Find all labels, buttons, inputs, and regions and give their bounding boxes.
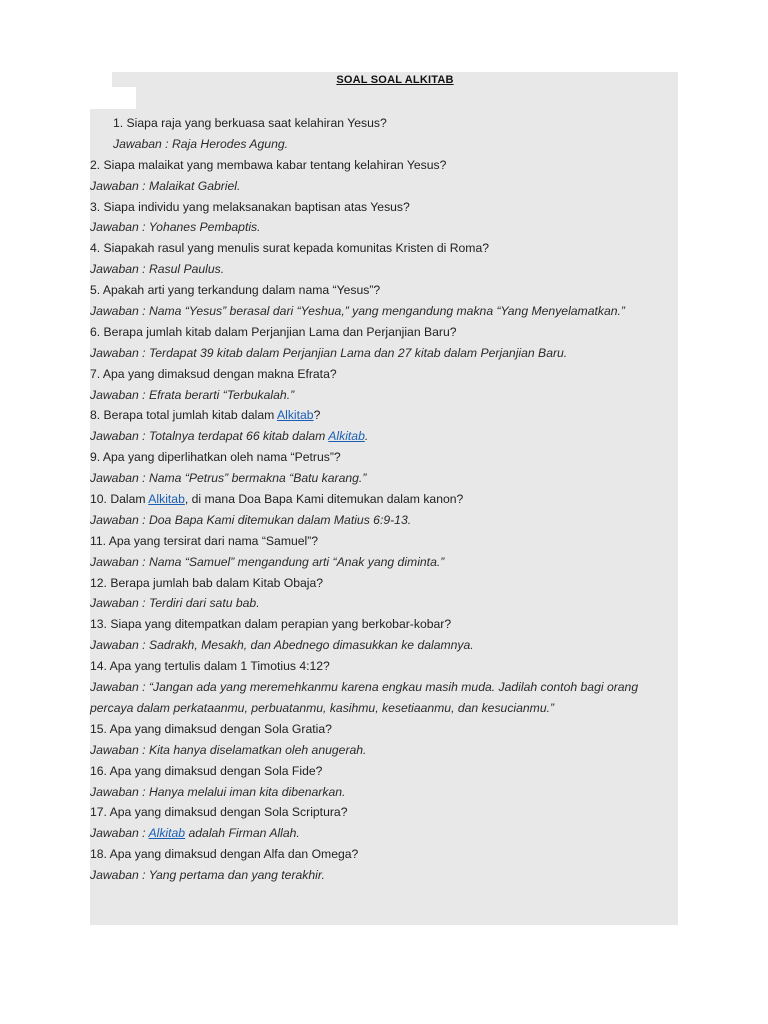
blank-cell xyxy=(112,87,136,109)
question-15: 15. Apa yang dimaksud dengan Sola Gratia? xyxy=(90,721,332,736)
answer-2: Jawaban : Malaikat Gabriel. xyxy=(90,178,241,193)
question-4: 4. Siapakah rasul yang menulis surat kepada komunitas Kristen di Roma? xyxy=(90,241,490,256)
question-17: 17. Apa yang dimaksud dengan Sola Scriptura? xyxy=(90,805,348,820)
answer-8-end: . xyxy=(364,429,369,444)
answer-6: Jawaban : Terdapat 39 kitab dalam Perjanjian Lama dan 27 kitab dalam Perjanjian Baru. xyxy=(90,345,568,360)
question-16: 16. Apa yang dimaksud dengan Sola Fide? xyxy=(90,763,323,778)
answer-4: Jawaban : Rasul Paulus. xyxy=(90,262,225,277)
answer-17 xyxy=(90,823,670,844)
question-6: 6. Berapa jumlah kitab dalam Perjanjian Lama dan Perjanjian Baru? xyxy=(90,324,457,339)
alkitab-link[interactable]: Alkitab xyxy=(276,408,314,423)
answer-10: Jawaban : Doa Bapa Kami ditemukan dalam Matius 6:9-13. xyxy=(90,512,412,527)
question-5: 5. Apakah arti yang terkandung dalam nama “Yesus”? xyxy=(90,283,381,298)
question-8-end: ? xyxy=(313,408,321,423)
alkitab-link[interactable]: Alkitab xyxy=(148,492,185,507)
question-8-text: 8. Berapa total jumlah kitab dalam xyxy=(90,408,277,423)
answer-15: Jawaban : Kita hanya diselamatkan oleh anugerah. xyxy=(90,742,367,757)
answer-16: Jawaban : Hanya melalui iman kita dibenarkan. xyxy=(90,784,346,799)
answer-5: Jawaban : Nama “Yesus” berasal dari “Yeshua,” yang mengandung makna “Yang Menyelamatkan.” xyxy=(90,304,625,319)
question-18: 18. Apa yang dimaksud dengan Alfa dan Omega? xyxy=(90,847,359,862)
question-12: 12. Berapa jumlah bab dalam Kitab Obaja? xyxy=(90,575,324,590)
question-7: 7. Apa yang dimaksud dengan makna Efrata? xyxy=(90,366,337,381)
answer-7: Jawaban : Efrata berarti “Terbukalah.” xyxy=(90,387,295,402)
question-10 xyxy=(90,489,670,510)
question-13: 13. Siapa yang ditempatkan dalam perapian yang berkobar-kobar? xyxy=(90,617,452,632)
question-10-end: , di mana Doa Bapa Kami ditemukan dalam kanon? xyxy=(184,492,464,507)
question-2: 2. Siapa malaikat yang membawa kabar tentang kelahiran Yesus? xyxy=(90,157,447,172)
question-9: 9. Apa yang diperlihatkan oleh nama “Petrus”? xyxy=(90,450,341,465)
answer-14-line-1: Jawaban : “Jangan ada yang meremehkanmu karena engkau masih muda. Jadilah contoh bagi orang xyxy=(90,680,639,695)
alkitab-link[interactable]: Alkitab xyxy=(148,826,186,841)
question-8 xyxy=(90,405,670,426)
document-title: SOAL SOAL ALKITAB xyxy=(336,74,454,86)
answer-14-line-2: percaya dalam perkataanmu, perbuatanmu, kasihmu, kesetiaanmu, dan kesucianmu.” xyxy=(90,700,555,715)
answer-8 xyxy=(90,426,670,447)
answer-11: Jawaban : Nama “Samuel” mengandung arti “Anak yang diminta.” xyxy=(90,554,445,569)
answer-8-text: Jawaban : Totalnya terdapat 66 kitab dalam xyxy=(90,429,329,444)
question-3: 3. Siapa individu yang melaksanakan baptisan atas Yesus? xyxy=(90,199,410,214)
answer-17-text: Jawaban : xyxy=(90,826,149,841)
qa-list xyxy=(90,113,670,886)
alkitab-link[interactable]: Alkitab xyxy=(328,429,365,444)
answer-9: Jawaban : Nama “Petrus” bermakna “Batu karang.” xyxy=(90,471,367,486)
question-10-text: 10. Dalam xyxy=(90,492,149,507)
answer-3: Jawaban : Yohanes Pembaptis. xyxy=(90,220,261,235)
answer-1: Jawaban : Raja Herodes Agung. xyxy=(113,136,289,151)
answer-17-end: adalah Firman Allah. xyxy=(185,826,300,841)
answer-13: Jawaban : Sadrakh, Mesakh, dan Abednego dimasukkan ke dalamnya. xyxy=(90,638,474,653)
question-11: 11. Apa yang tersirat dari nama “Samuel”? xyxy=(90,533,319,548)
question-14: 14. Apa yang tertulis dalam 1 Timotius 4:12? xyxy=(90,659,330,674)
answer-12: Jawaban : Terdiri dari satu bab. xyxy=(90,596,260,611)
answer-18: Jawaban : Yang pertama dan yang terakhir. xyxy=(90,868,325,883)
question-1: 1. Siapa raja yang berkuasa saat kelahiran Yesus? xyxy=(113,116,387,130)
